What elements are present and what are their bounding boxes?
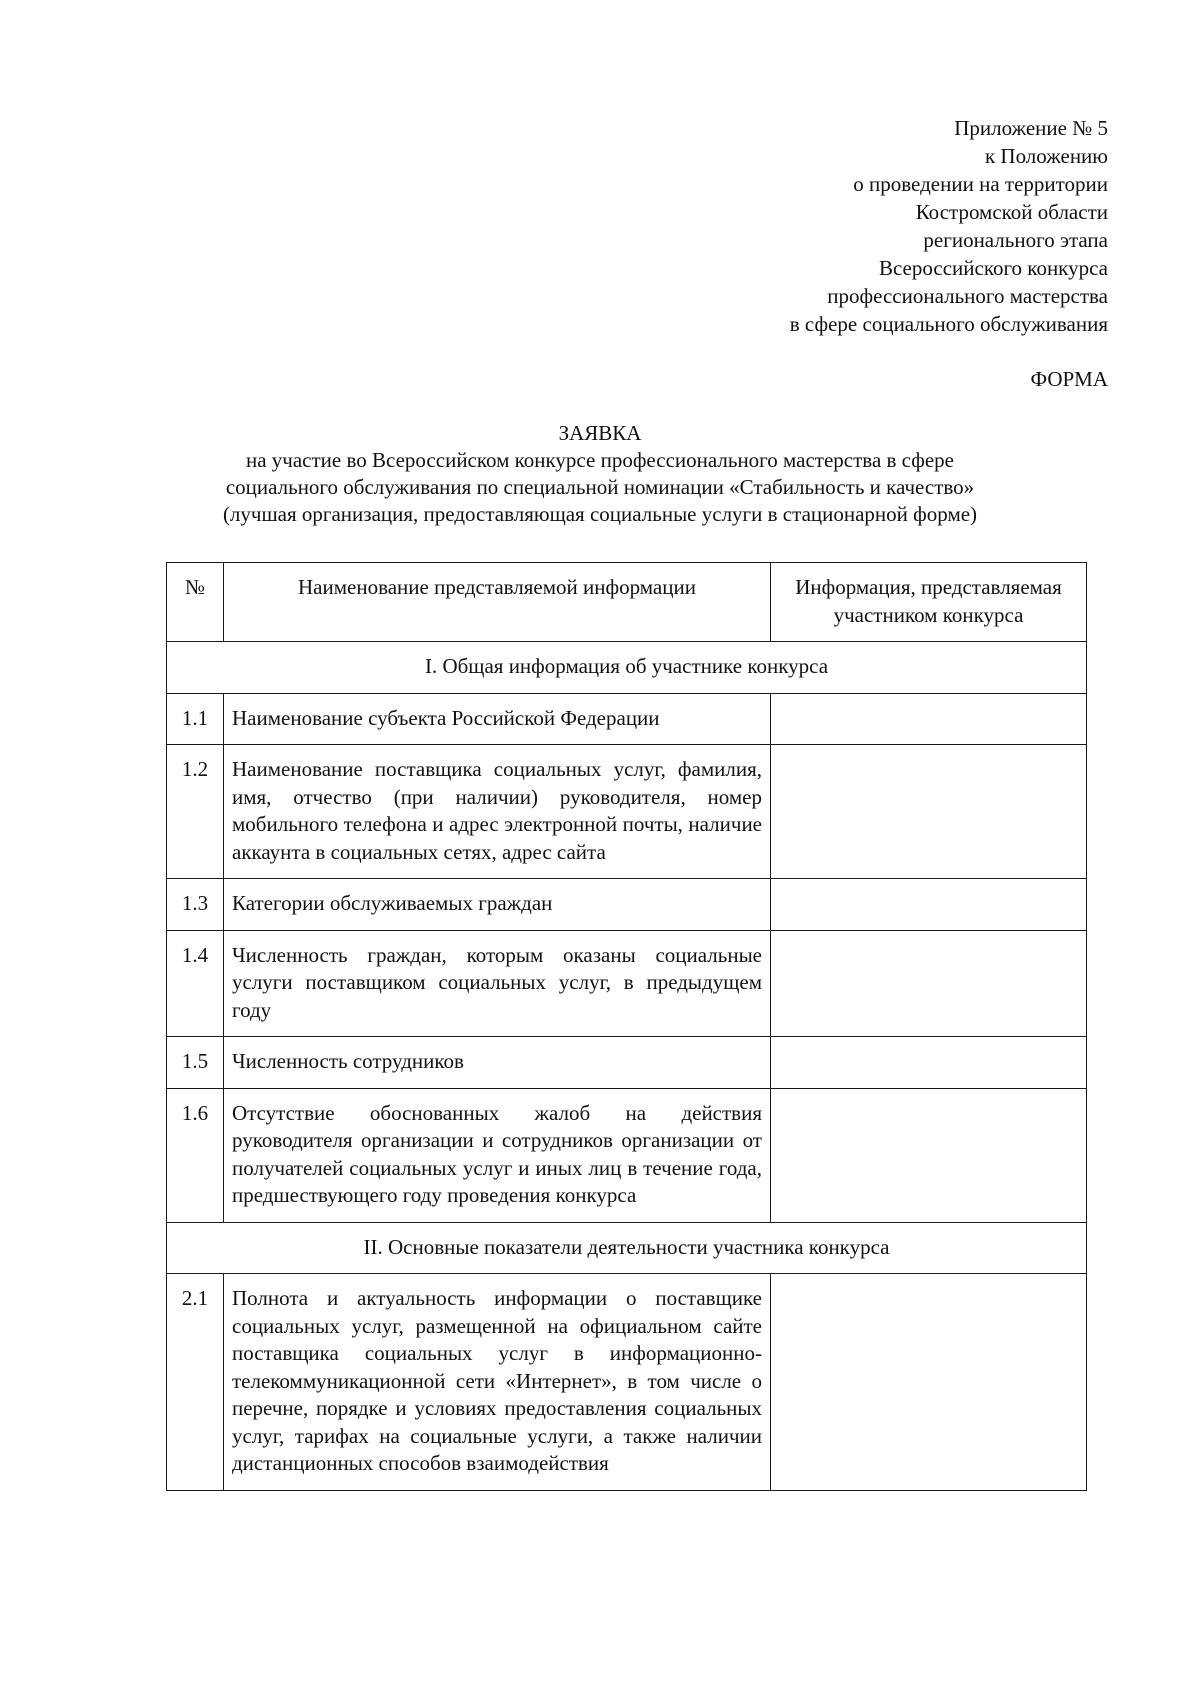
row-info-field[interactable] xyxy=(771,1274,1087,1491)
row-info-field[interactable] xyxy=(771,745,1087,879)
application-form-table xyxy=(166,562,1087,1491)
row-name: Численность сотрудников xyxy=(224,1037,771,1089)
heading-line: социального обслуживания по специальной номинации «Стабильность и качество» xyxy=(225,475,975,499)
row-info-field[interactable] xyxy=(771,930,1087,1037)
row-num: 1.1 xyxy=(167,693,224,745)
appendix-line: профессионального мастерства xyxy=(827,284,1108,308)
table-row xyxy=(167,1088,1087,1222)
row-info-field[interactable] xyxy=(771,1037,1087,1089)
appendix-line: в сфере социального обслуживания xyxy=(789,312,1108,336)
appendix-reference xyxy=(790,114,1108,338)
table-row xyxy=(167,745,1087,879)
section-row xyxy=(167,642,1087,694)
header-name: Наименование представляемой информации xyxy=(224,563,771,642)
section-title: II. Основные показатели деятельности участника конкурса xyxy=(167,1222,1087,1274)
section-row xyxy=(167,1222,1087,1274)
table-row xyxy=(167,1274,1087,1491)
row-name: Отсутствие обоснованных жалоб на действия руководителя организации и сотрудников организации от получателей социальных услуг и иных лиц в течение года, предшествующего году проведения конкурса xyxy=(224,1088,771,1222)
appendix-line: к Положению xyxy=(984,144,1108,168)
row-info-field[interactable] xyxy=(771,1088,1087,1222)
table-row xyxy=(167,1037,1087,1089)
appendix-line: Приложение № 5 xyxy=(954,116,1108,140)
heading-title: ЗАЯВКА xyxy=(558,421,642,445)
row-num: 1.3 xyxy=(167,879,224,931)
row-name: Наименование субъекта Российской Федерации xyxy=(224,693,771,745)
section-title: I. Общая информация об участнике конкурса xyxy=(167,642,1087,694)
header-num: № xyxy=(167,563,224,642)
table-row xyxy=(167,930,1087,1037)
row-info-field[interactable] xyxy=(771,693,1087,745)
row-name: Полнота и актуальность информации о поставщике социальных услуг, размещенной на официальном сайте поставщика социальных услуг в информационно-телекоммуникационной сети «Интернет», в том числе о перечне, порядке и условиях предоставления социальных услуг, тарифах на социальные услуги, а также наличии дистанционных способов взаимодействия xyxy=(224,1274,771,1491)
row-num: 1.6 xyxy=(167,1088,224,1222)
row-num: 1.5 xyxy=(167,1037,224,1089)
header-info: Информация, представляемая участником конкурса xyxy=(771,563,1087,642)
appendix-line: Всероссийского конкурса xyxy=(878,256,1108,280)
table-row xyxy=(167,693,1087,745)
row-name: Численность граждан, которым оказаны социальные услуги поставщиком социальных услуг, в предыдущем году xyxy=(224,930,771,1037)
row-info-field[interactable] xyxy=(771,879,1087,931)
heading-line: на участие во Всероссийском конкурсе профессионального мастерства в сфере xyxy=(245,448,955,472)
row-num: 1.2 xyxy=(167,745,224,879)
appendix-line: регионального этапа xyxy=(923,228,1108,252)
appendix-line: Костромской области xyxy=(915,200,1108,224)
form-label: ФОРМА xyxy=(1030,367,1108,391)
appendix-line: о проведении на территории xyxy=(853,172,1108,196)
row-name: Наименование поставщика социальных услуг, фамилия, имя, отчество (при наличии) руководителя, номер мобильного телефона и адрес электронной почты, наличие аккаунта в социальных сетях, адрес сайта xyxy=(224,745,771,879)
table-row xyxy=(167,879,1087,931)
row-num: 2.1 xyxy=(167,1274,224,1491)
row-num: 1.4 xyxy=(167,930,224,1037)
heading-line: (лучшая организация, предоставляющая социальные услуги в стационарной форме) xyxy=(222,502,978,526)
row-name: Категории обслуживаемых граждан xyxy=(224,879,771,931)
document-heading xyxy=(150,420,1050,528)
table-header-row xyxy=(167,563,1087,642)
